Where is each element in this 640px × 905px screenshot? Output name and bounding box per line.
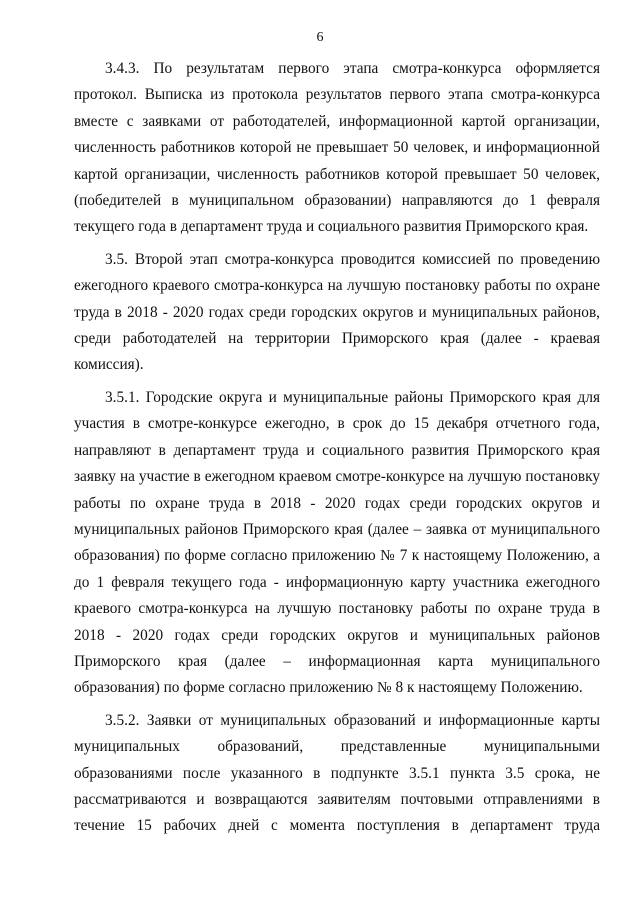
paragraph-3-5-2: 3.5.2. Заявки от муниципальных образований и информационные карты муниципальных образований, представленные муниципальными образованиями после указанного в подпункте 3.5.1 пункта 3.5 срока, не рассматриваются и возвращаются заявителям почтовыми отправлениями в течение 15 рабочих дней с момента поступления в департамент труда: [74, 711, 600, 835]
paragraph-3-4-3: 3.4.3. По результатам первого этапа смотра-конкурса оформляется протокол. Выписка из протокола результатов первого этапа смотра-конкурса вместе с заявками от работодателей, информационной картой организации, численность работников которой не превышает 50 человек, и информационной картой организации, численность работников которой превышает 50 человек, (победителей в муниципальном образовании) направляются до 1 февраля текущего года в департамент труда и социального развития Приморского края.: [74, 60, 600, 236]
paragraph-3-5-1: 3.5.1. Городские округа и муниципальные районы Приморского края для участия в смотре-конкурсе ежегодно, в срок до 15 декабря отчетного года, направляют в департамент труда и социального развития Приморского края заявку на участие в ежегодном краевом смотре-конкурсе на лучшую постановку работы по охране труда в 2018 - 2020 годах среди городских округов и муниципальных районов Приморского края (далее – заявка от муниципального образования) по форме согласно приложению № 7 к настоящему Положению, а до 1 февраля текущего года - информационную карту участника ежегодного краевого смотра-конкурса на лучшую постановку работы по охране труда в 2018 - 2020 годах среди городских округов и муниципальных районов Приморского края (далее – информационная карта муниципального образования) по форме согласно приложению № 8 к настоящему Положению.: [74, 388, 600, 697]
page-number: 6: [316, 30, 324, 45]
document-body: [74, 56, 600, 846]
paragraph-3-5: 3.5. Второй этап смотра-конкурса проводится комиссией по проведению ежегодного краевого смотра-конкурса на лучшую постановку работы по охране труда в 2018 - 2020 годах среди городских округов и муниципальных районов, среди работодателей на территории Приморского края (далее - краевая комиссия).: [74, 250, 600, 374]
